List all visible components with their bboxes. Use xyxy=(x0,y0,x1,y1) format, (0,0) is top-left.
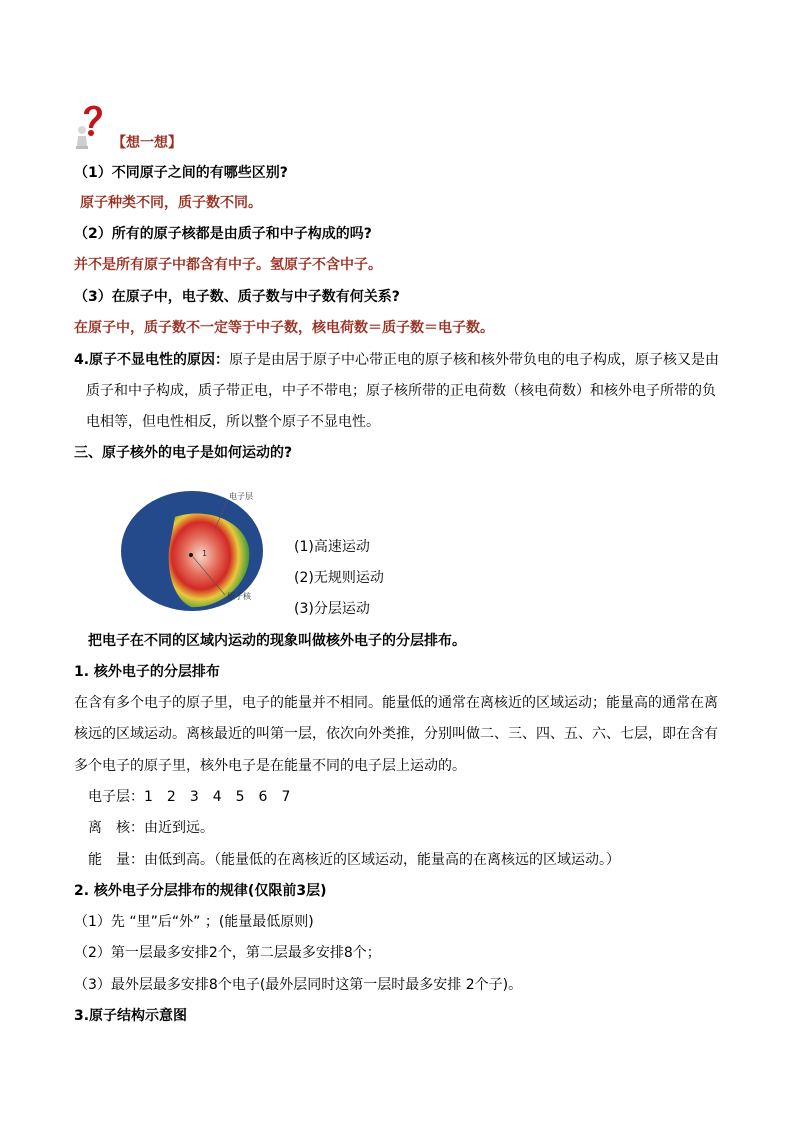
atom-shell-diagram xyxy=(119,489,269,614)
rule-3: （3）最外层最多安排8个电子(最外层同时这第一层时最多安排 2个子)。 xyxy=(74,977,523,993)
section3-heading: 三、原子核外的电子是如何运动的? xyxy=(74,445,293,461)
part1-heading: 1. 核外电子的分层排布 xyxy=(74,664,220,680)
section4-line3: 电相等，但电性相反，所以整个原子不显电性。 xyxy=(86,414,380,430)
energy-level: 能 量：由低到高。（能量低的在离核近的区域运动，能量高的在离核远的区域运动。） xyxy=(88,852,620,868)
electron-layers: 电子层：1 2 3 4 5 6 7 xyxy=(88,789,291,805)
section4-line1 xyxy=(74,350,719,370)
question-2: （2）所有的原子核都是由质子和中子构成的吗? xyxy=(74,226,372,242)
part1-paragraph-line2: 核远的区域运动。离核最近的叫第一层，依次向外类推，分别叫做二、三、四、五、六、七层，即在含有 xyxy=(74,726,718,742)
rule-1: （1）先 “里”后“外” ；(能量最低原则) xyxy=(74,914,314,930)
section4-heading: 4.原子不显电性的原因： xyxy=(74,352,230,368)
section4-text1: 原子是由居于原子中心带正电的原子核和核外带负电的电子构成，原子核又是由 xyxy=(229,352,720,368)
figure-label-shell: 电子层 xyxy=(229,492,253,501)
rule-2: （2）第一层最多安排2个，第二层最多安排8个； xyxy=(74,945,381,961)
think-title: 【想一想】 xyxy=(112,135,182,151)
part3-heading: 3.原子结构示意图 xyxy=(74,1008,188,1024)
answer-1: 原子种类不同，质子数不同。 xyxy=(80,195,262,211)
motion-item-2: (2)无规则运动 xyxy=(294,570,384,586)
figure-label-nucleus: 原子核 xyxy=(227,592,251,601)
part1-paragraph-line3: 多个电子的原子里，核外电子是在能量不同的电子层上运动的。 xyxy=(74,758,466,774)
atom-nucleus xyxy=(189,553,193,557)
motion-item-3: (3)分层运动 xyxy=(294,601,370,617)
part1-paragraph-line1: 在含有多个电子的原子里，电子的能量并不相同。能量低的通常在离核近的区域运动；能量高的通常在离 xyxy=(74,695,718,711)
question-1: （1）不同原子之间的有哪些区别? xyxy=(74,165,288,181)
figure-label-one: 1 xyxy=(202,549,208,558)
part2-heading: 2. 核外电子分层排布的规律(仅限前3层) xyxy=(74,883,327,899)
question-thinker-icon xyxy=(74,100,110,150)
question-3: （3）在原子中，电子数、质子数与中子数有何关系? xyxy=(74,289,400,305)
answer-2: 并不是所有原子中都含有中子。氢原子不含中子。 xyxy=(74,257,382,273)
distance-from-nucleus: 离 核：由近到远。 xyxy=(88,820,214,836)
answer-3: 在原子中，质子数不一定等于中子数，核电荷数＝质子数＝电子数。 xyxy=(74,320,494,336)
section3-summary: 把电子在不同的区域内运动的现象叫做核外电子的分层排布。 xyxy=(88,633,466,649)
motion-item-1: (1)高速运动 xyxy=(294,539,370,555)
section4-line2: 质子和中子构成，质子带正电，中子不带电；原子核所带的正电荷数（核电荷数）和核外电子所带的负 xyxy=(86,383,716,399)
